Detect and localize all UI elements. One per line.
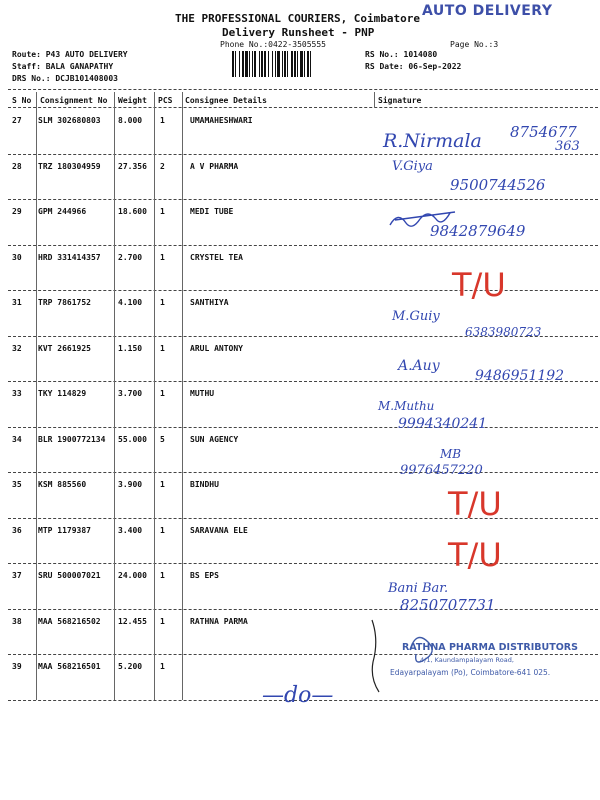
phone-row-37: 8250707731 — [400, 596, 496, 614]
sno-cell: 33 — [12, 389, 22, 398]
consignment-cell: SLM 302680803 — [38, 116, 101, 125]
weight-cell: 4.100 — [118, 298, 143, 307]
staff-label: Staff: BALA GANAPATHY — [12, 62, 114, 71]
consignee-cell: BS EPS — [190, 571, 219, 580]
sno-cell: 32 — [12, 344, 22, 353]
firm-stamp-address-2: Edayarpalayam (Po), Coimbatore-641 025. — [390, 668, 551, 677]
sno-cell: 31 — [12, 298, 22, 307]
consignee-cell: MUTHU — [190, 389, 215, 398]
consignment-cell: TKY 114829 — [38, 389, 87, 398]
consignment-cell: TRP 7861752 — [38, 298, 91, 307]
sno-cell: 27 — [12, 116, 22, 125]
signature-row-34: MB — [440, 447, 462, 461]
col-header-sno: S No — [12, 96, 32, 105]
weight-cell: 3.700 — [118, 389, 143, 398]
consignment-cell: MAA 568216502 — [38, 617, 101, 626]
consignee-cell: MEDI TUBE — [190, 207, 234, 216]
pcs-cell: 1 — [160, 480, 165, 489]
pcs-cell: 1 — [160, 662, 165, 671]
consignment-cell: GPM 244966 — [38, 207, 87, 216]
weight-cell: 8.000 — [118, 116, 143, 125]
phone-row-33: 9994340241 — [398, 416, 488, 432]
company-title: THE PROFESSIONAL COURIERS, Coimbatore — [175, 12, 421, 25]
firm-stamp-name: RATHNA PHARMA DISTRIBUTORS — [402, 642, 578, 653]
weight-cell: 2.700 — [118, 253, 143, 262]
col-header-consignment: Consignment No — [40, 96, 108, 105]
pcs-cell: 2 — [160, 162, 165, 171]
phone-number: Phone No.:0422-3505555 — [220, 40, 326, 49]
weight-cell: 24.000 — [118, 571, 147, 580]
ditto-mark-row-39: —do— — [262, 683, 334, 708]
weight-cell: 3.900 — [118, 480, 143, 489]
consignment-cell: BLR 1900772134 — [38, 435, 106, 444]
weight-cell: 5.200 — [118, 662, 143, 671]
rs-date: RS Date: 06-Sep-2022 — [365, 62, 462, 71]
pcs-cell: 1 — [160, 253, 165, 262]
col-header-signature: Signature — [378, 96, 422, 105]
consignee-cell: SARAVANA ELE — [190, 526, 248, 535]
consignee-cell: CRYSTEL TEA — [190, 253, 243, 262]
phone-row-28: 9500744526 — [450, 176, 546, 194]
consignment-cell: MAA 568216501 — [38, 662, 101, 671]
consignment-cell: SRU 500007021 — [38, 571, 101, 580]
consignee-cell: UMAMAHESHWARI — [190, 116, 253, 125]
drs-number: DRS No.: DCJB101408003 — [12, 74, 118, 83]
page-number: Page No.:3 — [450, 40, 499, 49]
weight-cell: 1.150 — [118, 344, 143, 353]
col-header-weight: Weight — [118, 96, 147, 105]
bracket-mark — [372, 620, 379, 692]
phone-row-29: 9842879649 — [430, 222, 526, 240]
phone-row-31: 6383980723 — [465, 325, 542, 339]
weight-cell: 12.455 — [118, 617, 147, 626]
signature-row-33: M.Muthu — [378, 399, 435, 413]
rs-number: RS No.: 1014080 — [365, 50, 438, 59]
weight-cell: 18.600 — [118, 207, 147, 216]
consignment-cell: HRD 331414357 — [38, 253, 101, 262]
sno-cell: 38 — [12, 617, 22, 626]
consignment-cell: KSM 885560 — [38, 480, 87, 489]
consignment-cell: KVT 2661925 — [38, 344, 91, 353]
phone2-row-27: 363 — [555, 139, 580, 154]
col-header-consignee: Consignee Details — [185, 96, 267, 105]
pcs-cell: 1 — [160, 526, 165, 535]
pcs-cell: 1 — [160, 389, 165, 398]
phone-row-27: 8754677 — [510, 123, 577, 141]
consignee-cell: RATHNA PARMA — [190, 617, 248, 626]
signature-row-32: A.Auy — [398, 358, 440, 374]
phone-row-32: 9486951192 — [475, 368, 565, 384]
sno-cell: 30 — [12, 253, 22, 262]
sno-cell: 29 — [12, 207, 22, 216]
consignee-cell: ARUL ANTONY — [190, 344, 243, 353]
runsheet-subtitle: Delivery Runsheet - PNP — [222, 26, 375, 39]
col-header-pcs: PCS — [158, 96, 173, 105]
consignment-cell: TRZ 180304959 — [38, 162, 101, 171]
signature-row-37: Bani Bar. — [388, 581, 449, 596]
weight-cell: 3.400 — [118, 526, 143, 535]
firm-stamp-address-1: 4/1, Kaundampalayam Road, — [420, 656, 514, 664]
consignment-cell: MTP 1179387 — [38, 526, 91, 535]
consignee-cell: SANTHIYA — [190, 298, 229, 307]
consignee-cell: SUN AGENCY — [190, 435, 239, 444]
pcs-cell: 1 — [160, 344, 165, 353]
sno-cell: 39 — [12, 662, 22, 671]
weight-cell: 27.356 — [118, 162, 147, 171]
pcs-cell: 1 — [160, 617, 165, 626]
sno-cell: 36 — [12, 526, 22, 535]
tu-mark-row-36: T/U — [448, 536, 502, 574]
tu-mark-row-35: T/U — [448, 485, 502, 523]
signature-row-28: V.Giya — [392, 159, 433, 174]
sno-cell: 34 — [12, 435, 22, 444]
sno-cell: 35 — [12, 480, 22, 489]
signature-row-27: R.Nirmala — [383, 130, 482, 152]
route-label: Route: P43 AUTO DELIVERY — [12, 50, 128, 59]
phone-row-34: 9976457220 — [400, 463, 483, 478]
tu-mark-row-30: T/U — [452, 266, 506, 304]
consignee-cell: BINDHU — [190, 480, 219, 489]
sno-cell: 37 — [12, 571, 22, 580]
pcs-cell: 5 — [160, 435, 165, 444]
sno-cell: 28 — [12, 162, 22, 171]
auto-delivery-stamp: AUTO DELIVERY — [422, 3, 553, 19]
consignee-cell: A V PHARMA — [190, 162, 239, 171]
weight-cell: 55.000 — [118, 435, 147, 444]
pcs-cell: 1 — [160, 571, 165, 580]
pcs-cell: 1 — [160, 207, 165, 216]
signature-row-31: M.Guiy — [392, 309, 440, 324]
pcs-cell: 1 — [160, 116, 165, 125]
pcs-cell: 1 — [160, 298, 165, 307]
